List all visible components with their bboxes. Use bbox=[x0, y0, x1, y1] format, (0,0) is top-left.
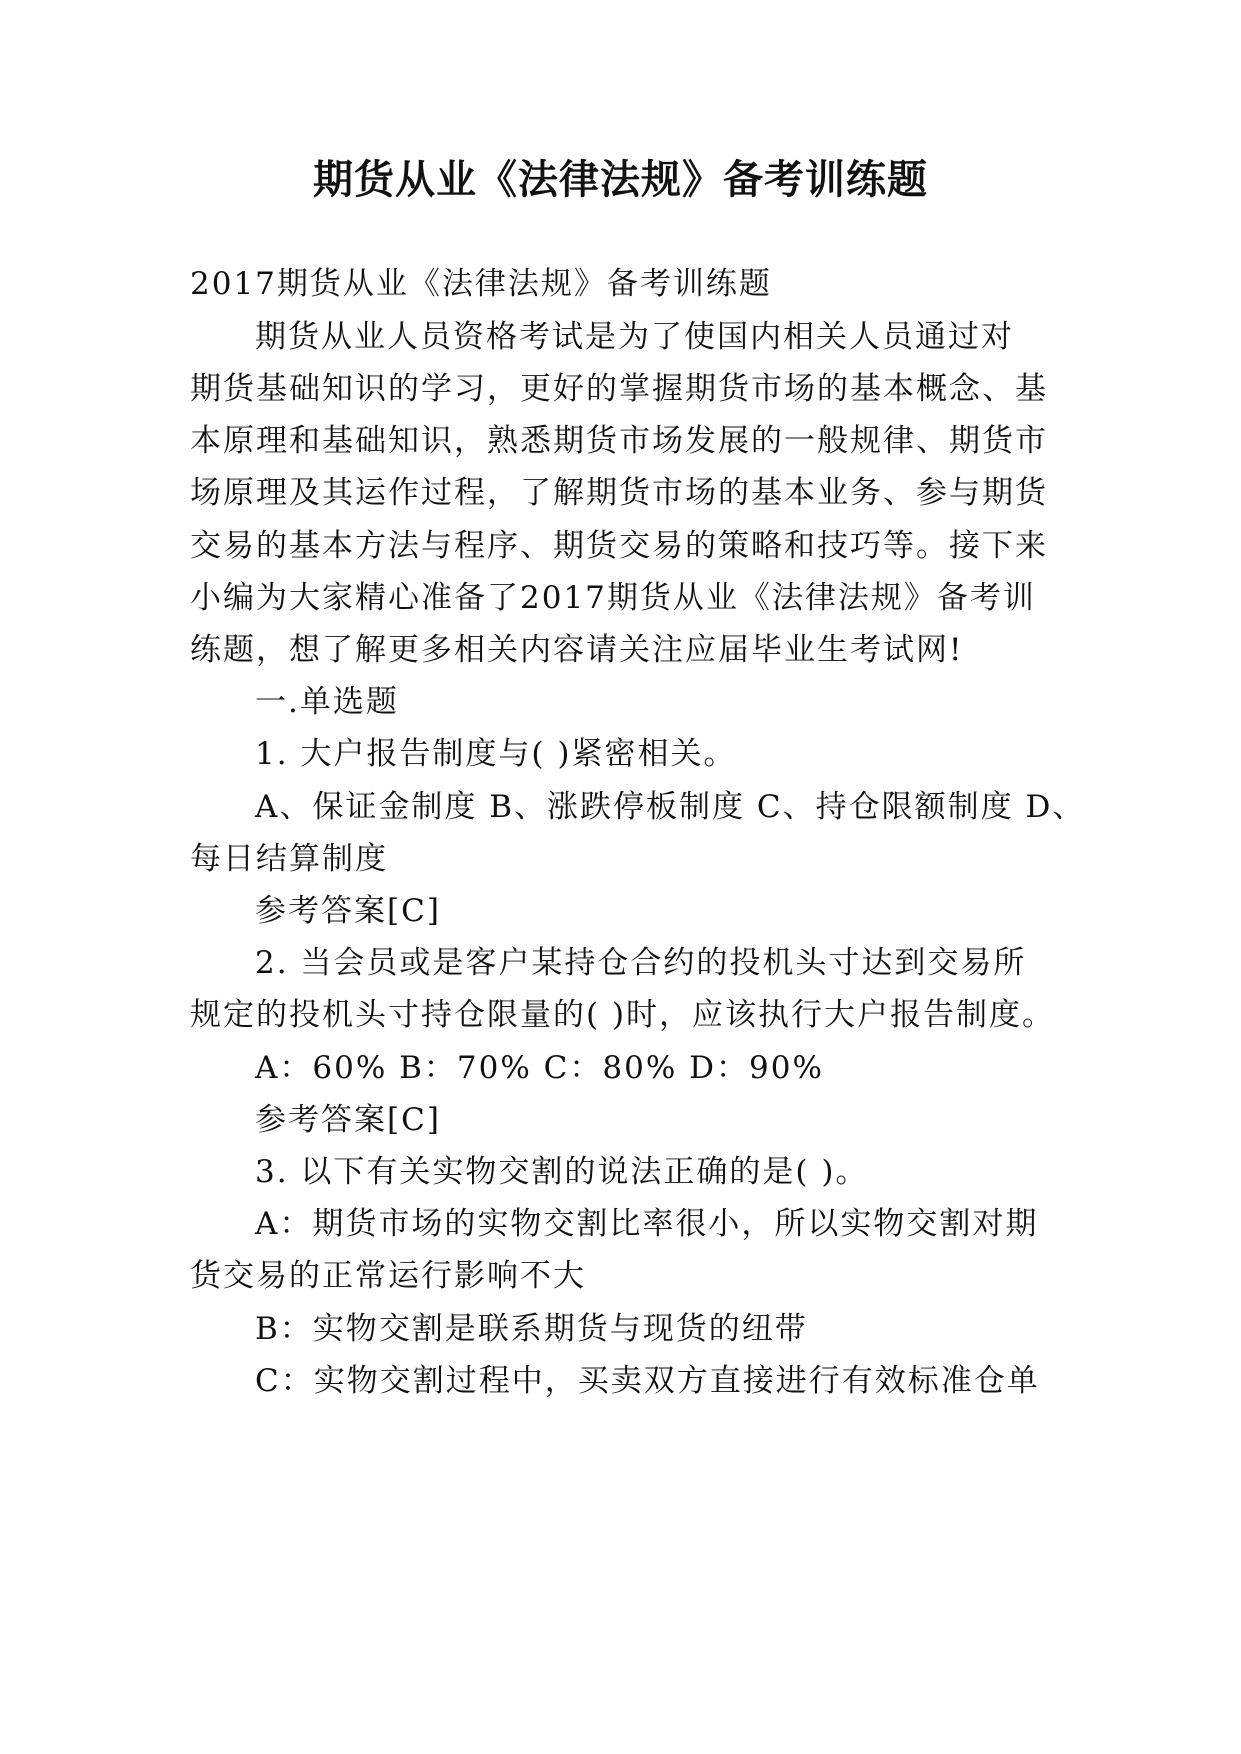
options-line: 每日结算制度 bbox=[190, 841, 388, 877]
options-line: A：60% B：70% C：80% D：90% bbox=[255, 1050, 824, 1086]
question-line: 规定的投机头寸持仓限量的( )时，应该执行大户报告制度。 bbox=[190, 997, 1056, 1033]
options-line: B：实物交割是联系期货与现货的纽带 bbox=[255, 1311, 808, 1347]
page-title: 期货从业《法律法规》备考训练题 bbox=[313, 157, 928, 203]
options-line: 货交易的正常运行影响不大 bbox=[190, 1258, 586, 1294]
paragraph-line: 练题，想了解更多相关内容请关注应届毕业生考试网! bbox=[190, 632, 964, 668]
paragraph-line: 场原理及其运作过程，了解期货市场的基本业务、参与期货 bbox=[190, 475, 1048, 511]
options-line: A、保证金制度 B、涨跌停板制度 C、持仓限额制度 D、 bbox=[255, 789, 1086, 825]
question-line: 3. 以下有关实物交割的说法正确的是( )。 bbox=[255, 1154, 869, 1190]
paragraph-line: 小编为大家精心准备了2017期货从业《法律法规》备考训 bbox=[190, 580, 1036, 616]
paragraph-line: 交易的基本方法与程序、期货交易的策略和技巧等。接下来 bbox=[190, 528, 1048, 564]
section-heading: 一.单选题 bbox=[255, 684, 399, 720]
paragraph-line: 期货基础知识的学习，更好的掌握期货市场的基本概念、基 bbox=[190, 371, 1048, 407]
question-line: 2. 当会员或是客户某持仓合约的投机头寸达到交易所 bbox=[255, 945, 1027, 981]
options-line: C：实物交割过程中，买卖双方直接进行有效标准仓单 bbox=[255, 1363, 1040, 1399]
question-line: 1. 大户报告制度与( )紧密相关。 bbox=[255, 736, 737, 772]
paragraph-line: 期货从业人员资格考试是为了使国内相关人员通过对 bbox=[255, 319, 1014, 355]
options-line: A：期货市场的实物交割比率很小，所以实物交割对期 bbox=[255, 1206, 1039, 1242]
paragraph-line: 本原理和基础知识，熟悉期货市场发展的一般规律、期货市 bbox=[190, 423, 1048, 459]
subtitle-line: 2017期货从业《法律法规》备考训练题 bbox=[190, 266, 772, 302]
answer-line: 参考答案[C] bbox=[255, 1102, 441, 1138]
answer-line: 参考答案[C] bbox=[255, 893, 441, 929]
